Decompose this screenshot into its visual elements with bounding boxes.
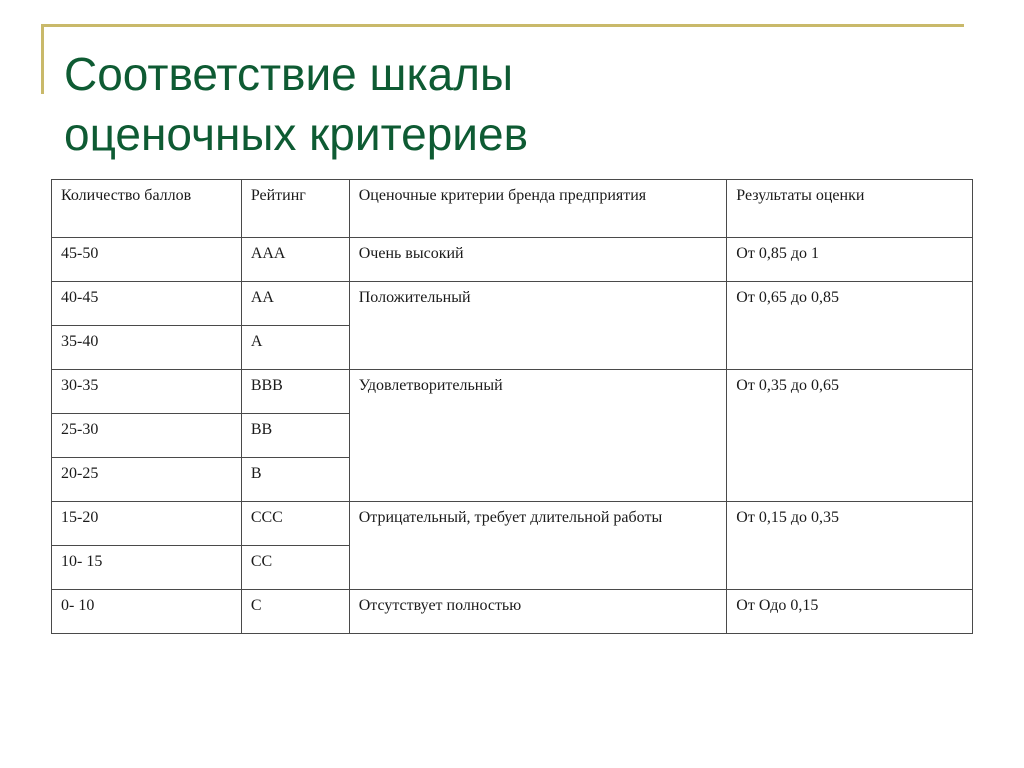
slide-title-line-1: Соответствие шкалы bbox=[64, 48, 514, 100]
rating-cell: CCC bbox=[241, 502, 349, 546]
header-criteria: Оценочные критерии бренда предприятия bbox=[349, 180, 727, 238]
table-row bbox=[52, 238, 973, 282]
slide-title-line-2: оценочных критериев bbox=[64, 108, 529, 160]
rating-cell: AA bbox=[241, 282, 349, 326]
result-cell: От 0,85 до 1 bbox=[727, 238, 973, 282]
points-cell: 15-20 bbox=[52, 502, 242, 546]
points-cell: 10- 15 bbox=[52, 546, 242, 590]
rating-cell: BB bbox=[241, 414, 349, 458]
criteria-cell: Отрицательный, требует длительной работы bbox=[349, 502, 727, 590]
points-cell: 25-30 bbox=[52, 414, 242, 458]
result-cell: От Одо 0,15 bbox=[727, 590, 973, 634]
table-row bbox=[52, 370, 973, 414]
rating-cell: AAA bbox=[241, 238, 349, 282]
criteria-cell: Очень высокий bbox=[349, 238, 727, 282]
rating-cell: BBB bbox=[241, 370, 349, 414]
points-cell: 40-45 bbox=[52, 282, 242, 326]
criteria-table bbox=[51, 179, 973, 634]
criteria-cell: Положительный bbox=[349, 282, 727, 370]
result-cell: От 0,65 до 0,85 bbox=[727, 282, 973, 370]
points-cell: 35-40 bbox=[52, 326, 242, 370]
table-header-row bbox=[52, 180, 973, 238]
header-rating: Рейтинг bbox=[241, 180, 349, 238]
criteria-cell: Отсутствует полностью bbox=[349, 590, 727, 634]
table-row bbox=[52, 590, 973, 634]
points-cell: 45-50 bbox=[52, 238, 242, 282]
header-result: Результаты оценки bbox=[727, 180, 973, 238]
slide-title bbox=[64, 44, 528, 164]
table-row bbox=[52, 282, 973, 326]
points-cell: 0- 10 bbox=[52, 590, 242, 634]
rating-cell: B bbox=[241, 458, 349, 502]
points-cell: 30-35 bbox=[52, 370, 242, 414]
result-cell: От 0,15 до 0,35 bbox=[727, 502, 973, 590]
table-row bbox=[52, 502, 973, 546]
result-cell: От 0,35 до 0,65 bbox=[727, 370, 973, 502]
points-cell: 20-25 bbox=[52, 458, 242, 502]
accent-rule-top bbox=[41, 24, 964, 27]
criteria-cell: Удовлетворительный bbox=[349, 370, 727, 502]
accent-rule-left bbox=[41, 24, 44, 94]
rating-cell: A bbox=[241, 326, 349, 370]
rating-cell: CC bbox=[241, 546, 349, 590]
header-points: Количество баллов bbox=[52, 180, 242, 238]
rating-cell: C bbox=[241, 590, 349, 634]
